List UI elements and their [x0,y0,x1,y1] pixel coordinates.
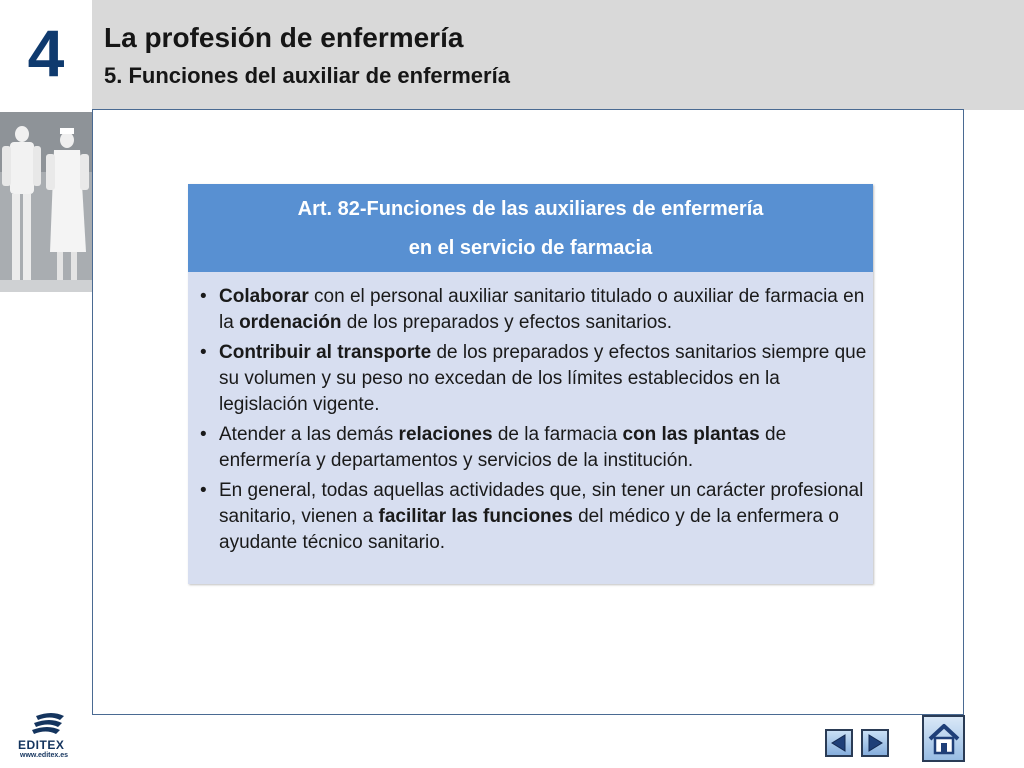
previous-button[interactable] [825,729,853,757]
function-list-item [200,284,868,336]
emphasized-text: Contribuir al transporte [219,342,432,363]
page-title: La profesión de enfermería [104,22,464,53]
home-button[interactable] [922,715,965,762]
card-heading-line1: Art. 82-Funciones de las auxiliares de enfermería [297,198,764,220]
list-text: con el personal auxiliar sanitario titulado o auxiliar de farmacia en la [219,286,865,333]
function-list-item [200,478,868,556]
logo-text: EDITEX [18,738,65,752]
emphasized-text: ordenación [239,312,342,333]
function-list [200,284,868,560]
list-text: del médico y de la enfermera o ayudante técnico sanitario. [219,506,839,553]
chapter-number: 4 [27,16,65,90]
list-text: En general, todas aquellas actividades que, sin tener un carácter profesional sanitario, vienen a [219,480,864,527]
triangle-left-icon [829,733,849,753]
list-text: de los preparados y efectos sanitarios. [341,312,673,333]
list-text: Atender a las demás [219,424,399,445]
logo-url: www.editex.es [20,752,68,759]
list-text: de la farmacia [492,424,623,445]
page-subtitle: 5. Funciones del auxiliar de enfermería [104,63,510,88]
emphasized-text: facilitar las funciones [378,506,573,527]
chapter-box [0,0,92,110]
home-icon [927,722,961,756]
list-text: de enfermería y departamentos y servicios de la institución. [219,424,787,471]
article-card [188,184,873,584]
function-list-item [200,422,868,474]
triangle-right-icon [865,733,885,753]
emphasized-text: Colaborar [219,286,309,307]
next-button[interactable] [861,729,889,757]
card-heading [188,184,873,272]
card-heading-line2: en el servicio de farmacia [408,237,653,259]
emphasized-text: relaciones [398,424,493,445]
emphasized-text: con las plantas [622,424,760,445]
function-list-item [200,340,868,418]
nurses-photo [0,112,92,292]
list-text: de los preparados y efectos sanitarios siempre que su volumen y su peso no excedan de los límites establecidos en la legislación vigente. [219,342,867,415]
